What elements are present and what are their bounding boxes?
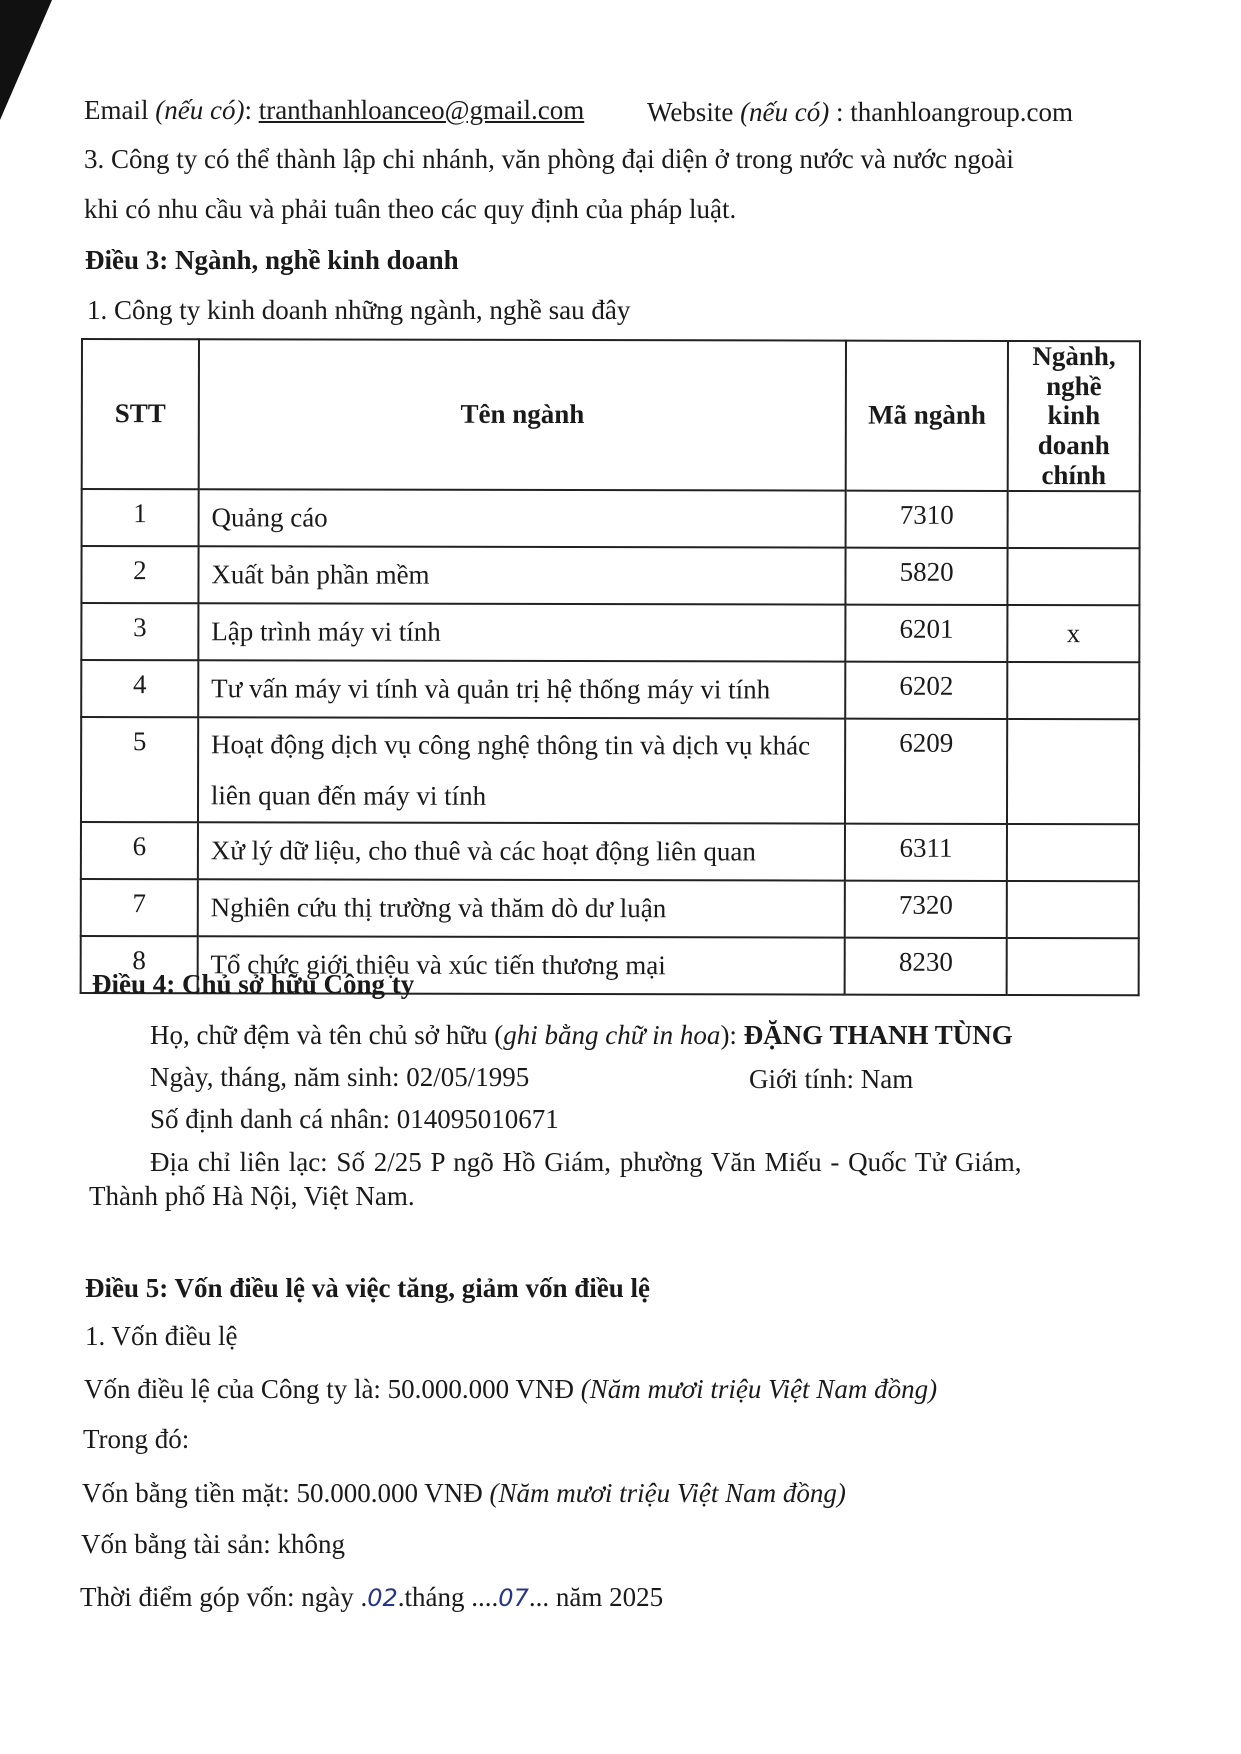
table-row bbox=[81, 879, 1139, 938]
row-code: 7320 bbox=[845, 881, 1007, 938]
row-name bbox=[198, 718, 846, 824]
owner-id-line bbox=[150, 1103, 559, 1135]
table-row bbox=[82, 489, 1140, 548]
of-which-label: Trong đó: bbox=[83, 1424, 190, 1454]
header-stt: STT bbox=[82, 339, 199, 490]
row-stt: 5 bbox=[81, 717, 198, 822]
row-main-mark: x bbox=[1007, 605, 1139, 662]
row-main bbox=[1007, 662, 1139, 719]
row-name: Tổ chức giới thiệu và xúc tiến thương mại bbox=[198, 937, 845, 995]
table-row bbox=[81, 717, 1139, 824]
owner-id-label: Số định danh cá nhân: bbox=[150, 1104, 397, 1134]
row-name: Nghiên cứu thị trường và thăm dò dư luận bbox=[198, 880, 845, 938]
article3-heading: Điều 3: Ngành, nghề kinh doanh bbox=[85, 245, 459, 275]
clause2-item3-line1: 3. Công ty có thể thành lập chi nhánh, văn phòng đại diện ở trong nước và nước ngoài bbox=[84, 144, 1014, 174]
header-main-l4: chính bbox=[1041, 459, 1107, 490]
email-link[interactable]: tranthanhloanceo@gmail.com bbox=[258, 95, 585, 125]
charter-capital-line bbox=[84, 1373, 937, 1405]
website-link[interactable]: thanhloangroup.com bbox=[850, 97, 1073, 127]
owner-address-line2: Thành phố Hà Nội, Việt Nam. bbox=[89, 1181, 415, 1211]
charter-capital-label: Vốn điều lệ của Công ty là: 50.000.000 VNĐ bbox=[84, 1374, 581, 1404]
contribution-month-label: .tháng .... bbox=[397, 1582, 499, 1612]
contribution-month-handwritten: 07 bbox=[498, 1584, 529, 1612]
charter-capital-words: (Năm mươi triệu Việt Nam đồng) bbox=[580, 1374, 938, 1404]
row-code: 6202 bbox=[845, 662, 1007, 719]
article3-intro: 1. Công ty kinh doanh những ngành, nghề sau đây bbox=[87, 295, 631, 325]
row-main bbox=[1007, 824, 1139, 881]
contact-line bbox=[84, 94, 584, 126]
article4-heading: Điều 4: Chủ sở hữu Công ty bbox=[92, 969, 415, 999]
row-code: 5820 bbox=[846, 548, 1008, 605]
row-stt: 4 bbox=[81, 660, 198, 717]
business-lines-table bbox=[80, 338, 1141, 997]
row-name: Tư vấn máy vi tính và quản trị hệ thống máy vi tính bbox=[198, 661, 845, 719]
row-code: 6311 bbox=[845, 824, 1007, 881]
page-top-margin bbox=[0, 0, 1241, 50]
row-stt: 8 bbox=[81, 936, 198, 993]
row-code: 6209 bbox=[845, 719, 1007, 824]
owner-dob-label: Ngày, tháng, năm sinh: bbox=[150, 1062, 407, 1092]
owner-dob-value: 02/05/1995 bbox=[406, 1062, 530, 1092]
owner-name-value: ĐẶNG THANH TÙNG bbox=[743, 1020, 1013, 1050]
header-main-l2: nghề kinh bbox=[1046, 370, 1102, 431]
article5-item1: 1. Vốn điều lệ bbox=[85, 1321, 238, 1351]
owner-dob-line bbox=[150, 1061, 529, 1093]
website-label: Website bbox=[647, 97, 734, 127]
website-optional: (nếu có) bbox=[740, 97, 830, 127]
row-main bbox=[1007, 881, 1139, 938]
row-name-line2: liên quan đến máy vi tính bbox=[210, 780, 487, 811]
cash-capital-label: Vốn bằng tiền mặt: 50.000.000 VNĐ bbox=[82, 1478, 490, 1508]
header-name: Tên ngành bbox=[199, 339, 847, 491]
asset-capital-line: Vốn bằng tài sản: không bbox=[81, 1529, 345, 1559]
email-label: Email bbox=[84, 95, 149, 125]
row-stt: 3 bbox=[81, 603, 198, 660]
table-row bbox=[81, 546, 1139, 605]
header-code: Mã ngành bbox=[846, 341, 1008, 492]
row-code: 7310 bbox=[846, 491, 1008, 548]
email-colon: : bbox=[244, 95, 252, 125]
row-main bbox=[1007, 548, 1139, 605]
row-name: Quảng cáo bbox=[198, 490, 845, 548]
cash-capital-line bbox=[82, 1477, 846, 1509]
owner-id-value: 014095010671 bbox=[396, 1104, 559, 1134]
row-stt: 1 bbox=[82, 489, 199, 546]
contribution-year: ... năm 2025 bbox=[528, 1582, 664, 1612]
header-main-l1: Ngành, bbox=[1032, 340, 1116, 372]
email-optional: (nếu có) bbox=[155, 95, 245, 125]
owner-name-hint: ghi bằng chữ in hoa bbox=[503, 1020, 721, 1050]
cash-capital-words: (Năm mươi triệu Việt Nam đồng) bbox=[489, 1478, 846, 1508]
owner-gender-value: Nam bbox=[860, 1064, 914, 1094]
owner-gender-line bbox=[749, 1063, 913, 1095]
table-row bbox=[81, 822, 1139, 881]
clause2-item3-line2: khi có nhu cầu và phải tuân theo các quy định của pháp luật. bbox=[84, 194, 737, 224]
header-main-l3: doanh bbox=[1037, 430, 1110, 461]
row-code: 8230 bbox=[845, 938, 1007, 995]
row-stt: 6 bbox=[81, 822, 198, 879]
row-name: Xuất bản phần mềm bbox=[198, 547, 845, 605]
contribution-time-label: Thời điểm góp vốn: ngày . bbox=[80, 1582, 368, 1612]
table-header-row bbox=[82, 339, 1140, 492]
row-main bbox=[1007, 938, 1139, 995]
row-stt: 2 bbox=[81, 546, 198, 603]
row-stt: 7 bbox=[81, 879, 198, 936]
owner-name-label-end: ): bbox=[720, 1020, 744, 1050]
header-main-business bbox=[1008, 341, 1140, 492]
row-main bbox=[1007, 719, 1139, 824]
owner-name-line bbox=[150, 1019, 1013, 1051]
owner-address-line1: Địa chỉ liên lạc: Số 2/25 P ngõ Hồ Giám, phường Văn Miếu - Quốc Tử Giám, bbox=[150, 1147, 1022, 1177]
contribution-time-line bbox=[80, 1581, 663, 1613]
contribution-day-handwritten: 02 bbox=[367, 1584, 398, 1612]
row-main bbox=[1008, 491, 1140, 548]
row-name-line1: Hoạt động dịch vụ công nghệ thông tin và dịch vụ khác bbox=[210, 729, 811, 761]
row-code: 6201 bbox=[846, 605, 1008, 662]
scan-corner-shadow bbox=[0, 0, 52, 120]
website-line bbox=[647, 96, 1073, 128]
owner-gender-label: Giới tính: bbox=[749, 1064, 861, 1094]
article5-heading: Điều 5: Vốn điều lệ và việc tăng, giảm vốn điều lệ bbox=[85, 1273, 651, 1303]
row-name: Xử lý dữ liệu, cho thuê và các hoạt động liên quan bbox=[198, 823, 845, 881]
table-row bbox=[81, 660, 1139, 719]
table-row bbox=[81, 603, 1139, 662]
website-colon: : bbox=[829, 97, 844, 127]
owner-name-label: Họ, chữ đệm và tên chủ sở hữu ( bbox=[150, 1020, 504, 1050]
row-name: Lập trình máy vi tính bbox=[198, 604, 845, 662]
